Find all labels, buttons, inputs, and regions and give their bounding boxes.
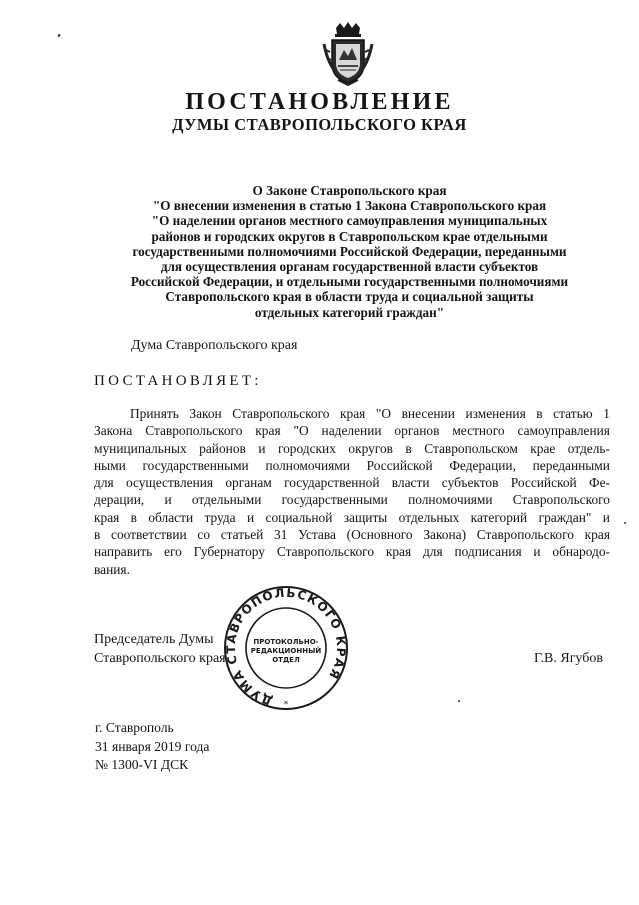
body-word: статьей: [220, 527, 264, 543]
body-word: ными: [94, 457, 126, 473]
body-word: Федерации,: [449, 457, 516, 473]
body-line: [94, 509, 610, 526]
body-word: Закона): [423, 527, 467, 543]
body-word: государственными: [281, 492, 388, 508]
body-word: края: [340, 406, 366, 421]
body-word: защиты: [343, 509, 388, 525]
svg-text:ОТДЕЛ: ОТДЕЛ: [272, 656, 300, 664]
document-number: № 1300-VI ДСК: [95, 757, 189, 772]
resolution-subject: [60, 183, 639, 320]
body-word: Фе-: [589, 475, 610, 491]
body-word: в: [130, 509, 137, 525]
body-word: Губернатору: [193, 544, 265, 560]
body-word: крае: [530, 440, 556, 456]
body-word: в: [536, 406, 543, 421]
body-word: (Основного: [346, 527, 413, 543]
body-line: [94, 526, 610, 543]
body-word: края: [385, 544, 412, 560]
subject-line: отдельных категорий граждан": [254, 304, 445, 320]
body-word: власти: [391, 475, 430, 491]
body-word: отдель-: [567, 440, 610, 456]
body-word: Ставропольского: [476, 527, 574, 543]
body-word: и: [602, 509, 610, 525]
body-word: местного: [452, 423, 505, 439]
body-word: полномочиями: [408, 492, 493, 508]
subject-line: Ставропольского края в области труда и социальной защиты: [165, 289, 534, 305]
body-word: в: [405, 440, 412, 456]
body-word: "О: [375, 406, 392, 421]
body-word: Российской: [366, 457, 433, 473]
subject-line: государственными полномочиями Российской Федерации, переданными: [132, 243, 567, 259]
body-line: [94, 457, 610, 474]
body-word: труда: [204, 509, 236, 525]
body-word: области: [148, 509, 194, 525]
body-word: государственными: [142, 457, 249, 473]
coat-of-arms-icon: [322, 20, 374, 86]
body-word: и: [164, 492, 172, 508]
body-word: края: [94, 509, 120, 525]
body-word: "О: [293, 423, 309, 439]
body-word: категорий: [470, 509, 528, 525]
body-word: Российской: [510, 475, 577, 491]
body-word: отдельных: [398, 509, 460, 525]
subject-line: "О наделении органов местного самоуправления муниципальных: [151, 213, 548, 229]
body-line: [94, 491, 610, 508]
body-line: [94, 474, 610, 491]
city: г. Ставрополь: [95, 720, 174, 735]
body-word: граждан": [538, 509, 592, 525]
scan-speck: [624, 522, 626, 524]
resolution-body: [94, 405, 610, 578]
resolves-heading: ПОСТАНОВЛЯЕТ:: [94, 373, 262, 389]
body-word: его: [164, 544, 182, 560]
document-subtitle: ДУМЫ СТАВРОПОЛЬСКОГО КРАЯ: [172, 115, 467, 134]
body-line: вания.: [94, 561, 130, 577]
subject-line: О Законе Ставропольского края: [252, 183, 447, 198]
subject-line: "О внесении изменения в статью 1 Закона Ставропольского края: [152, 198, 547, 214]
body-word: осуществления: [125, 475, 214, 491]
svg-text:ДУМА СТАВРОПОЛЬСКОГО КРАЯ: ДУМА СТАВРОПОЛЬСКОГО КРАЯ: [223, 585, 349, 709]
body-word: Устава: [298, 527, 336, 543]
body-word: Ставропольского: [145, 423, 243, 439]
body-word: в: [94, 527, 101, 543]
body-word: Ставропольского: [276, 544, 375, 560]
body-word: подписания: [454, 544, 522, 560]
body-word: субъектов: [441, 475, 499, 491]
body-word: края: [584, 527, 610, 543]
body-word: отдельными: [191, 492, 262, 508]
body-word: и: [533, 544, 541, 560]
body-word: и: [258, 440, 266, 456]
chair-title: [94, 631, 226, 668]
body-word: 31: [274, 527, 288, 543]
body-word: самоуправления: [517, 423, 610, 439]
body-word: 1: [603, 406, 610, 421]
body-word: муниципальных: [94, 440, 187, 456]
body-word: со: [197, 527, 211, 543]
body-word: Ставропольского: [512, 492, 610, 508]
subject-line: для осуществления органам государственной власти субъектов: [160, 259, 539, 275]
body-word: социальной: [265, 509, 333, 525]
body-word: изменения: [465, 406, 526, 421]
signatory-name: Г.В. Ягубов: [534, 651, 603, 666]
body-word: Закон: [189, 406, 222, 421]
scan-speck: [57, 34, 60, 38]
body-word: статью: [553, 406, 593, 421]
body-word: государственной: [284, 475, 380, 491]
body-word: районов: [199, 440, 246, 456]
chair-line: Председатель Думы: [94, 632, 214, 647]
svg-text:*: *: [283, 700, 289, 710]
body-word: Принять: [130, 406, 179, 421]
body-word: соответствии: [111, 527, 187, 543]
scan-speck: [458, 700, 460, 702]
document-title: ПОСТАНОВЛЕНИЕ: [185, 89, 454, 115]
body-word: для: [422, 544, 443, 560]
body-word: и: [247, 509, 255, 525]
date: 31 января 2019 года: [95, 738, 210, 754]
body-word: дерации,: [94, 492, 145, 508]
body-word: Ставропольского: [232, 406, 330, 421]
body-word: округов: [348, 440, 393, 456]
chair-line: Ставропольского края: [94, 650, 226, 666]
body-word: направить: [94, 544, 153, 560]
body-word: Закона: [94, 423, 133, 439]
body-line: [94, 440, 610, 457]
subject-line: районов и городских округов в Ставропольском крае отдельными: [151, 228, 548, 244]
subject-line: Российской Федерации, и отдельными государственными полномочиями: [130, 274, 569, 290]
body-line: [94, 405, 610, 422]
body-word: края: [255, 423, 281, 439]
svg-text:РЕДАКЦИОННЫЙ: РЕДАКЦИОННЫЙ: [250, 647, 322, 655]
svg-text:ПРОТОКОЛЬНО-: ПРОТОКОЛЬНО-: [253, 638, 319, 646]
body-word: переданными: [532, 457, 610, 473]
official-stamp: [222, 582, 350, 712]
body-word: обнародо-: [552, 544, 610, 560]
document-footer: [95, 719, 209, 775]
body-word: для: [94, 475, 114, 491]
body-word: Ставропольском: [424, 440, 518, 456]
body-word: органов: [394, 423, 440, 439]
body-word: органам: [225, 475, 272, 491]
issuing-body: Дума Ставропольского края: [131, 338, 298, 353]
body-word: наделении: [321, 423, 382, 439]
body-word: полномочиями: [265, 457, 350, 473]
body-word: внесении: [401, 406, 455, 421]
body-line: [94, 543, 610, 560]
body-word: городских: [277, 440, 336, 456]
body-line: [94, 422, 610, 439]
